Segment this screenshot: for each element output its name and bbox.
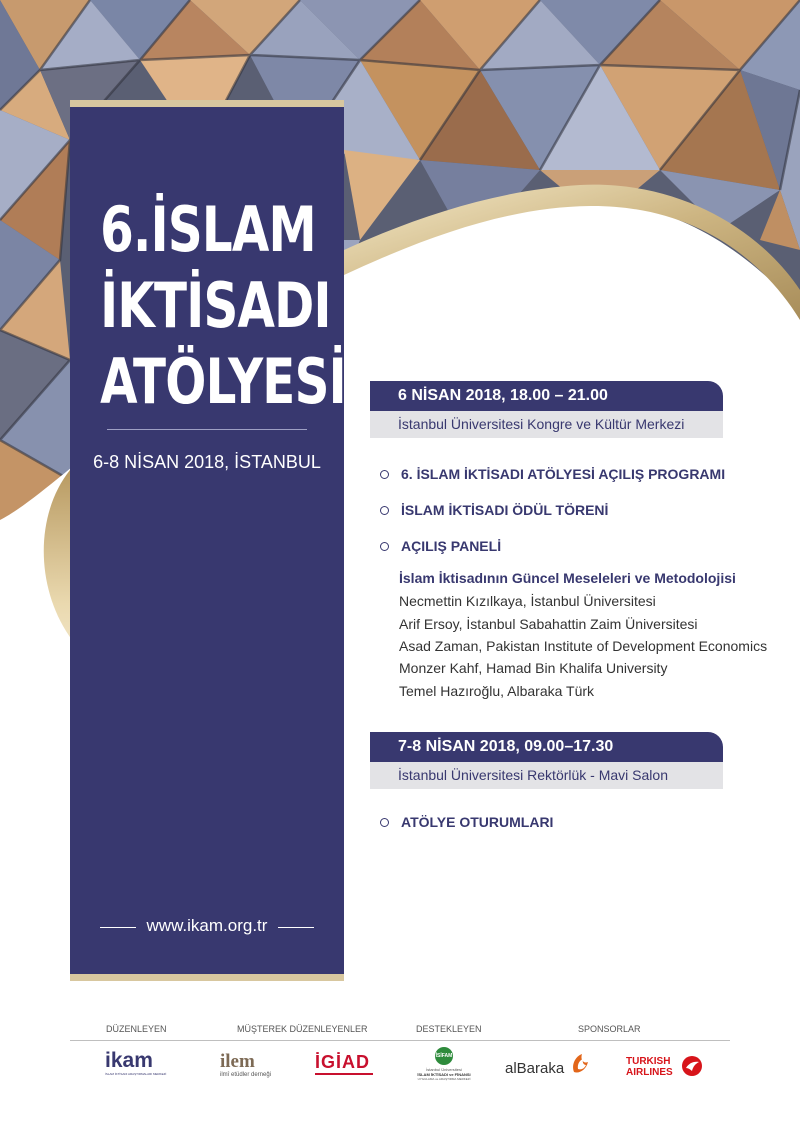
title-line-3: ATÖLYESİ: [100, 345, 346, 418]
ilem-logo[interactable]: [220, 1052, 280, 1078]
agenda-item-award: [380, 502, 608, 518]
igiad-logo-text: İGİAD: [315, 1052, 371, 1072]
agenda-item-label: 6. İSLAM İKTİSADI ATÖLYESİ AÇILIŞ PROGRAMI: [401, 466, 726, 482]
title-line-2: İKTİSADI: [100, 269, 331, 342]
bullet-icon: [380, 506, 389, 515]
turkish-airlines-text-2: AIRLINES: [626, 1067, 673, 1078]
agenda-item-label: İSLAM İKTİSADI ÖDÜL TÖRENİ: [401, 502, 609, 518]
bullet-icon: [380, 470, 389, 479]
albaraka-logo-text: alBaraka: [505, 1060, 565, 1077]
isifam-logo-sub3: UYGULAMA ve ARAŞTIRMA MERKEZİ: [417, 1077, 471, 1081]
agenda-item-workshops: [380, 814, 553, 830]
title-banner: [70, 100, 344, 981]
agenda-item-opening: [380, 466, 725, 482]
ikam-logo[interactable]: [105, 1050, 165, 1076]
agenda-item-label: ATÖLYE OTURUMLARI: [401, 814, 554, 830]
turkish-airlines-text-1: TURKISH: [626, 1056, 671, 1067]
panelist: Necmettin Kızılkaya, İstanbul Üniversitesi: [399, 593, 656, 609]
day1-date-bar: 6 NİSAN 2018, 18.00 – 21.00: [370, 381, 723, 411]
co-organizers-label: MÜŞTEREK DÜZENLEYENLER: [237, 1024, 368, 1034]
supporter-label: DESTEKLEYEN: [416, 1024, 482, 1034]
panelist: Monzer Kahf, Hamad Bin Khalifa University: [399, 660, 668, 676]
albaraka-mark-icon: [570, 1052, 590, 1074]
igiad-logo-underline: [315, 1073, 373, 1075]
title-divider: [107, 429, 307, 430]
ilem-logo-text: ilem: [220, 1051, 255, 1072]
isifam-logo-sub1: İstanbul Üniversitesi: [426, 1067, 462, 1072]
isifam-logo-text: İSİFAM: [435, 1047, 453, 1065]
bullet-icon: [380, 818, 389, 827]
organizer-label: DÜZENLEYEN: [106, 1024, 167, 1034]
agenda-item-panel: [380, 538, 501, 554]
turkish-airlines-logo[interactable]: [626, 1055, 706, 1079]
igiad-logo[interactable]: [315, 1053, 375, 1075]
event-date: 6-8 NİSAN 2018, İSTANBUL: [93, 452, 321, 472]
panelist: Arif Ersoy, İstanbul Sabahattin Zaim Üniversitesi: [399, 616, 698, 632]
panelist: Temel Hazıroğlu, Albaraka Türk: [399, 683, 595, 699]
sponsors-label: SPONSORLAR: [578, 1024, 641, 1034]
panelist: Asad Zaman, Pakistan Institute of Development Economics: [399, 638, 768, 654]
agenda-item-label: AÇILIŞ PANELİ: [401, 538, 502, 554]
day2-date-bar: 7-8 NİSAN 2018, 09.00–17.30: [370, 732, 723, 762]
bullet-icon: [380, 542, 389, 551]
footer-divider: [70, 1040, 730, 1041]
albaraka-logo[interactable]: [505, 1052, 595, 1078]
ikam-logo-text: ikam: [105, 1049, 153, 1072]
isifam-logo[interactable]: [412, 1047, 476, 1081]
turkish-airlines-bird-icon: [681, 1055, 703, 1077]
website-line-right: [278, 927, 314, 928]
ilem-logo-subtext: ilmî etüdler derneği: [220, 1072, 272, 1078]
panel-title: İslam İktisadının Güncel Meseleleri ve Metodolojisi: [399, 570, 736, 586]
day1-venue-bar: İstanbul Üniversitesi Kongre ve Kültür Merkezi: [370, 411, 723, 438]
ikam-logo-subtext: İSLAM İKTİSADI ARAŞTIRMALARI MERKEZİ: [105, 1072, 167, 1076]
day2-venue-bar: İstanbul Üniversitesi Rektörlük - Mavi Salon: [370, 762, 723, 789]
website-link[interactable]: www.ikam.org.tr: [146, 916, 268, 935]
isifam-logo-sub2: İSLAM İKTİSADI ve FİNANSI: [417, 1072, 471, 1077]
title-line-1: 6.İSLAM: [100, 193, 316, 266]
